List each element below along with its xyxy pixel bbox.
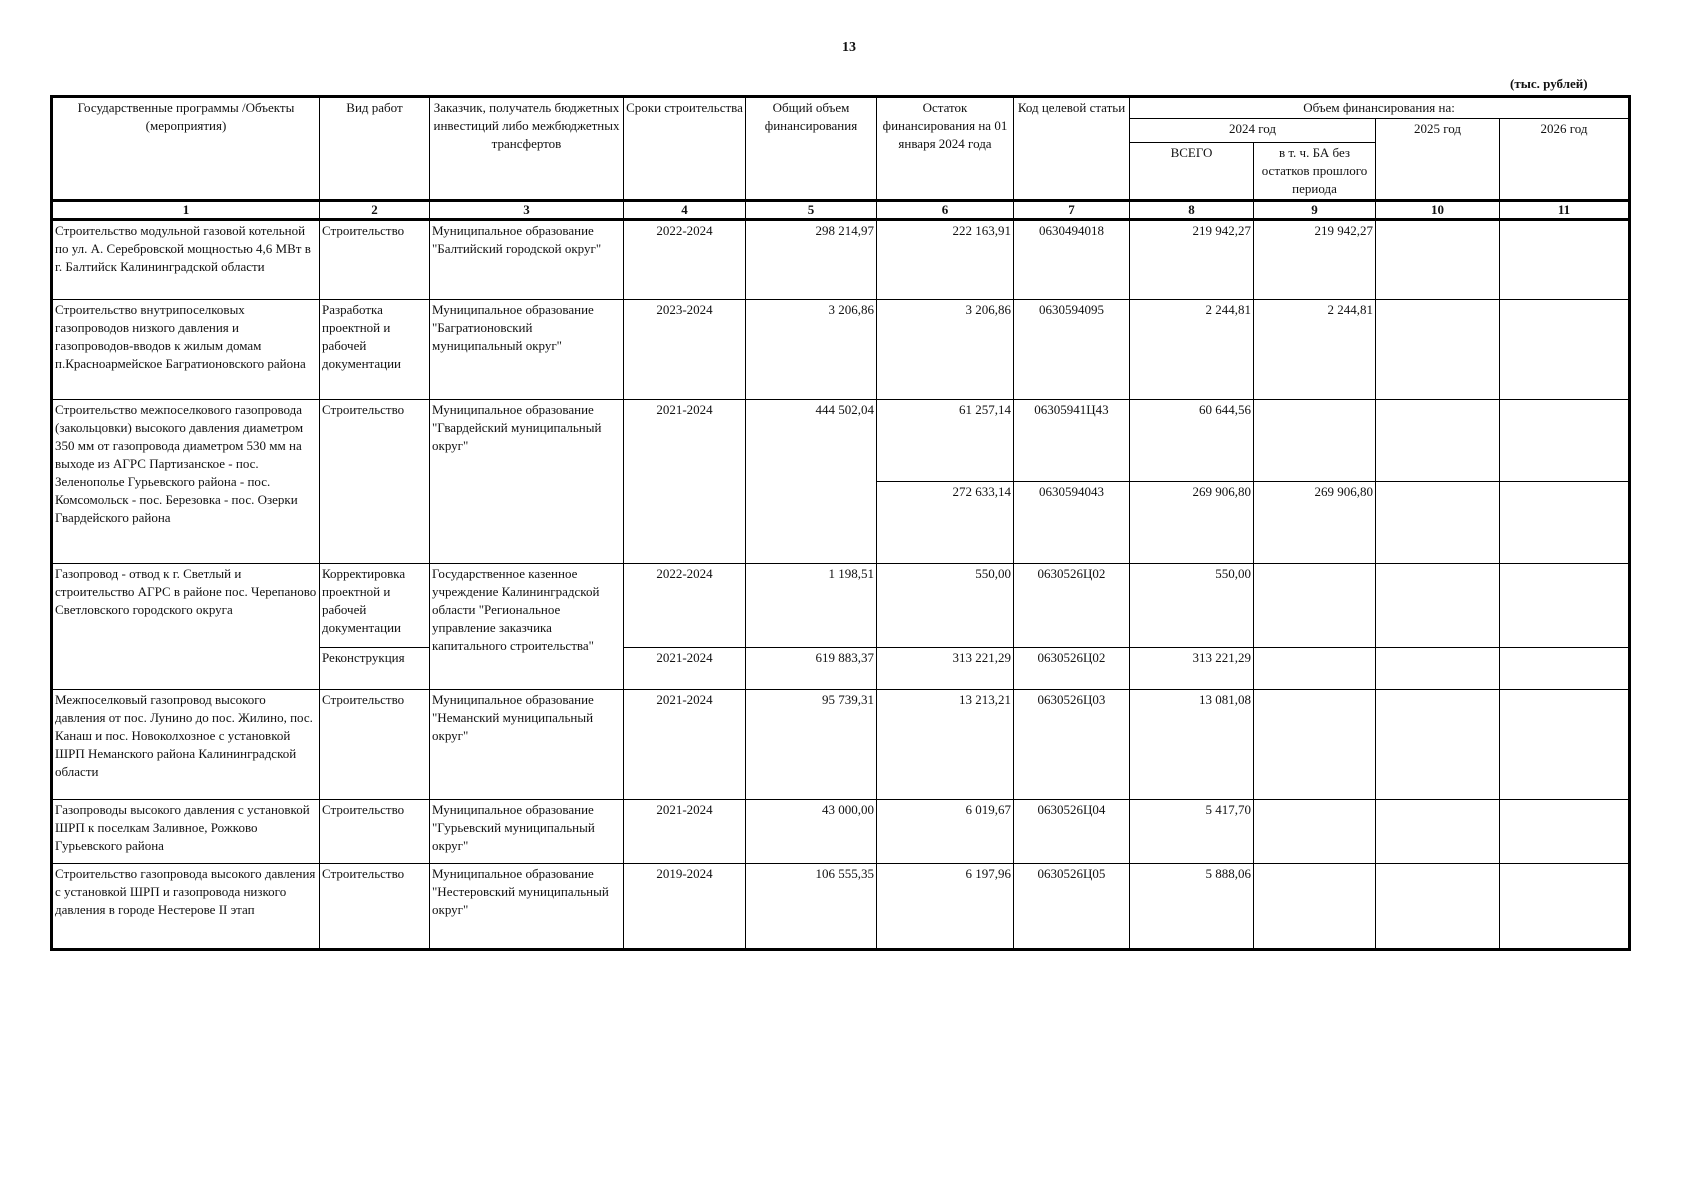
- table-row: [52, 400, 1630, 482]
- year-2026-cell: [1500, 648, 1630, 690]
- remaining-cell: 13 213,21: [877, 690, 1014, 800]
- remaining-cell: 550,00: [877, 564, 1014, 648]
- column-number: 5: [746, 201, 877, 220]
- code-cell: 0630594095: [1014, 300, 1130, 400]
- header-object: Государственные программы /Объекты (мероприятия): [52, 97, 320, 201]
- year-2026-cell: [1500, 690, 1630, 800]
- customer-cell: Муниципальное образование "Багратионовский муниципальный округ": [430, 300, 624, 400]
- customer-cell: Муниципальное образование "Нестеровский муниципальный округ": [430, 864, 624, 950]
- total-2024-cell: 60 644,56: [1130, 400, 1254, 482]
- object-cell: Строительство модульной газовой котельной по ул. А. Серебровской мощностью 4,6 МВт в г. Балтийск Калининградской области: [52, 220, 320, 300]
- work-type-cell: Разработка проектной и рабочей документации: [320, 300, 430, 400]
- ba-cell: 2 244,81: [1254, 300, 1376, 400]
- year-2025-cell: [1376, 220, 1500, 300]
- remaining-cell: 272 633,14: [877, 482, 1014, 564]
- year-2026-cell: [1500, 800, 1630, 864]
- ba-cell: [1254, 864, 1376, 950]
- header-year-2024: 2024 год: [1130, 119, 1376, 143]
- total-2024-cell: 2 244,81: [1130, 300, 1254, 400]
- object-cell: Строительство внутрипоселковых газопроводов низкого давления и газопроводов-вводов к жилым домам п.Красноармейское Багратионовского района: [52, 300, 320, 400]
- units-label: (тыс. рублей): [1510, 76, 1588, 91]
- year-2025-cell: [1376, 648, 1500, 690]
- total-cell: 43 000,00: [746, 800, 877, 864]
- column-number: 7: [1014, 201, 1130, 220]
- table-row: [52, 690, 1630, 800]
- header-ba: в т. ч. БА без остатков прошлого периода: [1254, 143, 1376, 201]
- total-2024-cell: 5 888,06: [1130, 864, 1254, 950]
- header-total-funding: Общий объем финансирования: [746, 97, 877, 201]
- code-cell: 0630494018: [1014, 220, 1130, 300]
- year-2025-cell: [1376, 690, 1500, 800]
- work-type-cell: Строительство: [320, 800, 430, 864]
- object-cell: Строительство газопровода высокого давления с установкой ШРП и газопровода низкого давления в городе Нестерове II этап: [52, 864, 320, 950]
- term-cell: 2022-2024: [624, 564, 746, 648]
- header-row-1: [52, 97, 1630, 119]
- work-type-cell: Строительство: [320, 220, 430, 300]
- total-2024-cell: 13 081,08: [1130, 690, 1254, 800]
- term-cell: 2021-2024: [624, 400, 746, 564]
- ba-cell: [1254, 648, 1376, 690]
- ba-cell: [1254, 800, 1376, 864]
- total-2024-cell: 550,00: [1130, 564, 1254, 648]
- year-2025-cell: [1376, 564, 1500, 648]
- code-cell: 0630526Ц04: [1014, 800, 1130, 864]
- object-cell: Строительство межпоселкового газопровода (закольцовки) высокого давления диаметром 350 мм от газопровода диаметром 530 мм на выходе из АГРС Партизанское - пос. Зеленополье Гурьевского района - пос. Комсомольск - пос. Березовка - пос. Озерки Гвардейского района: [52, 400, 320, 564]
- total-2024-cell: 5 417,70: [1130, 800, 1254, 864]
- work-type-cell: Корректировка проектной и рабочей документации: [320, 564, 430, 648]
- ba-cell: [1254, 400, 1376, 482]
- ba-cell: 219 942,27: [1254, 220, 1376, 300]
- header-funding: Объем финансирования на:: [1130, 97, 1630, 119]
- column-number-row: [52, 201, 1630, 220]
- total-cell: 3 206,86: [746, 300, 877, 400]
- total-cell: 444 502,04: [746, 400, 877, 564]
- customer-cell: Муниципальное образование "Гурьевский муниципальный округ": [430, 800, 624, 864]
- year-2025-cell: [1376, 482, 1500, 564]
- table-row: [52, 300, 1630, 400]
- column-number: 3: [430, 201, 624, 220]
- header-code: Код целевой статьи: [1014, 97, 1130, 201]
- total-cell: 106 555,35: [746, 864, 877, 950]
- term-cell: 2021-2024: [624, 800, 746, 864]
- code-cell: 06305941Ц43: [1014, 400, 1130, 482]
- table-row: [52, 864, 1630, 950]
- object-cell: Газопроводы высокого давления с установкой ШРП к поселкам Заливное, Рожково Гурьевского района: [52, 800, 320, 864]
- column-number: 2: [320, 201, 430, 220]
- column-number: 8: [1130, 201, 1254, 220]
- year-2025-cell: [1376, 400, 1500, 482]
- table-row: [52, 800, 1630, 864]
- customer-cell: Государственное казенное учреждение Калининградской области "Региональное управление заказчика капитального строительства": [430, 564, 624, 690]
- year-2025-cell: [1376, 800, 1500, 864]
- term-cell: 2019-2024: [624, 864, 746, 950]
- year-2025-cell: [1376, 864, 1500, 950]
- table-row: [52, 220, 1630, 300]
- work-type-cell: Строительство: [320, 400, 430, 564]
- year-2026-cell: [1500, 400, 1630, 482]
- header-year-2025: 2025 год: [1376, 119, 1500, 201]
- total-2024-cell: 269 906,80: [1130, 482, 1254, 564]
- year-2025-cell: [1376, 300, 1500, 400]
- customer-cell: Муниципальное образование "Балтийский городской округ": [430, 220, 624, 300]
- remaining-cell: 3 206,86: [877, 300, 1014, 400]
- year-2026-cell: [1500, 864, 1630, 950]
- year-2026-cell: [1500, 564, 1630, 648]
- term-cell: 2022-2024: [624, 220, 746, 300]
- remaining-cell: 222 163,91: [877, 220, 1014, 300]
- object-cell: Газопровод - отвод к г. Светлый и строительство АГРС в районе пос. Черепаново Светловского городского округа: [52, 564, 320, 690]
- work-type-cell: Реконструкция: [320, 648, 430, 690]
- header-total-2024: ВСЕГО: [1130, 143, 1254, 201]
- budget-table: [50, 95, 1631, 951]
- year-2026-cell: [1500, 300, 1630, 400]
- ba-cell: [1254, 690, 1376, 800]
- ba-cell: 269 906,80: [1254, 482, 1376, 564]
- column-number: 6: [877, 201, 1014, 220]
- column-number: 9: [1254, 201, 1376, 220]
- term-cell: 2021-2024: [624, 648, 746, 690]
- code-cell: 0630526Ц02: [1014, 648, 1130, 690]
- code-cell: 0630594043: [1014, 482, 1130, 564]
- code-cell: 0630526Ц03: [1014, 690, 1130, 800]
- header-remaining: Остаток финансирования на 01 января 2024 года: [877, 97, 1014, 201]
- customer-cell: Муниципальное образование "Гвардейский муниципальный округ": [430, 400, 624, 564]
- work-type-cell: Строительство: [320, 864, 430, 950]
- year-2026-cell: [1500, 482, 1630, 564]
- column-number: 4: [624, 201, 746, 220]
- table-row: [52, 564, 1630, 648]
- ba-cell: [1254, 564, 1376, 648]
- code-cell: 0630526Ц02: [1014, 564, 1130, 648]
- total-2024-cell: 313 221,29: [1130, 648, 1254, 690]
- remaining-cell: 61 257,14: [877, 400, 1014, 482]
- page-number: 13: [842, 40, 856, 55]
- remaining-cell: 6 197,96: [877, 864, 1014, 950]
- code-cell: 0630526Ц05: [1014, 864, 1130, 950]
- column-number: 1: [52, 201, 320, 220]
- column-number: 11: [1500, 201, 1630, 220]
- total-2024-cell: 219 942,27: [1130, 220, 1254, 300]
- customer-cell: Муниципальное образование "Неманский муниципальный округ": [430, 690, 624, 800]
- year-2026-cell: [1500, 220, 1630, 300]
- remaining-cell: 313 221,29: [877, 648, 1014, 690]
- total-cell: 619 883,37: [746, 648, 877, 690]
- header-work-type: Вид работ: [320, 97, 430, 201]
- header-customer: Заказчик, получатель бюджетных инвестиций либо межбюджетных трансфертов: [430, 97, 624, 201]
- total-cell: 95 739,31: [746, 690, 877, 800]
- header-term: Сроки строительства: [624, 97, 746, 201]
- total-cell: 1 198,51: [746, 564, 877, 648]
- work-type-cell: Строительство: [320, 690, 430, 800]
- column-number: 10: [1376, 201, 1500, 220]
- remaining-cell: 6 019,67: [877, 800, 1014, 864]
- term-cell: 2021-2024: [624, 690, 746, 800]
- total-cell: 298 214,97: [746, 220, 877, 300]
- header-year-2026: 2026 год: [1500, 119, 1630, 201]
- term-cell: 2023-2024: [624, 300, 746, 400]
- object-cell: Межпоселковый газопровод высокого давления от пос. Лунино до пос. Жилино, пос. Канаш и пос. Новоколхозное с установкой ШРП Неманского района Калининградской области: [52, 690, 320, 800]
